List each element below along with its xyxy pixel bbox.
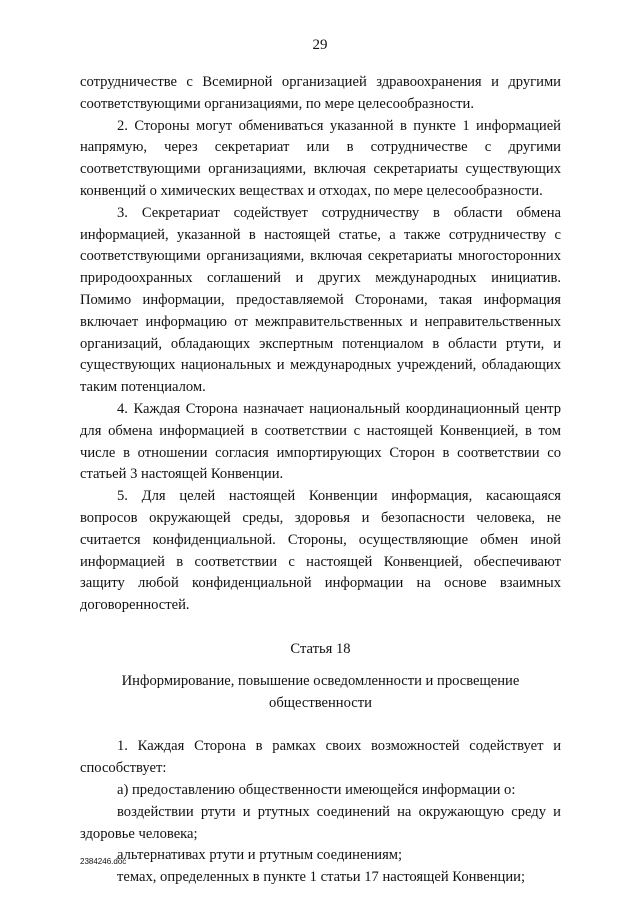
document-filename: 2384246.doc — [80, 857, 127, 866]
page-number: 29 — [312, 37, 328, 53]
paragraph-item-3: 3. Секретариат содействует сотрудничеству в области обмена информацией, указанной в настоящей статье, а также сотрудничеству с соответствующими организациями, включая секретариаты многосторонних природоохранных соглашений и других международных инициатив. Помимо информации, предоставляемой Сторонами, такая информация включает информацию от межправительственных и неправительственных организаций, обладающих экспертным потенциалом в области ртути, и существующих национальных и международных учреждений, обладающих таким потенциалом. — [80, 204, 561, 396]
list-item-topics: темах, определенных в пункте 1 статьи 17 настоящей Конвенции; — [117, 869, 525, 886]
list-item-impact: воздействии ртути и ртутных соединений на окружающую среду и здоровье человека; — [80, 803, 561, 842]
article-title: Статья 18 — [290, 640, 351, 657]
document-body — [80, 72, 561, 889]
article-subtitle: Информирование, повышение осведомленности и просвещение общественности — [121, 672, 520, 711]
paragraph-item-5: 5. Для целей настоящей Конвенции информация, касающаяся вопросов окружающей среды, здоровья и безопасности человека, не считается конфиденциальной. Стороны, осуществляющие обмен иной информацией в соответствии с настоящей Конвенцией, обеспечивают защиту любой конфиденциальной информации на основе взаимных договоренностей. — [80, 488, 561, 614]
paragraph-article-item-1: 1. Каждая Сторона в рамках своих возможностей содействует и способствует: — [80, 738, 561, 777]
paragraph-subitem-a: а) предоставлению общественности имеющейся информации о: — [117, 781, 516, 798]
paragraph-item-4: 4. Каждая Сторона назначает национальный координационный центр для обмена информацией в соответствии с настоящей Конвенцией, в том числе в отношении согласия импортирующих Сторон в соответствии со статьей 3 настоящей Конвенции. — [80, 400, 561, 483]
list-item-alternatives: альтернативах ртути и ртутным соединениям; — [117, 847, 403, 864]
paragraph-continuation: сотрудничестве с Всемирной организацией здравоохранения и другими соответствующими организациями, по мере целесообразности. — [80, 74, 561, 112]
paragraph-item-2: 2. Стороны могут обмениваться указанной в пункте 1 информацией напрямую, через секретариат или в сотрудничестве с другими соответствующими организациями, включая секретариаты существующих конвенций о химических веществах и отходах, по мере целесообразности. — [80, 117, 561, 199]
